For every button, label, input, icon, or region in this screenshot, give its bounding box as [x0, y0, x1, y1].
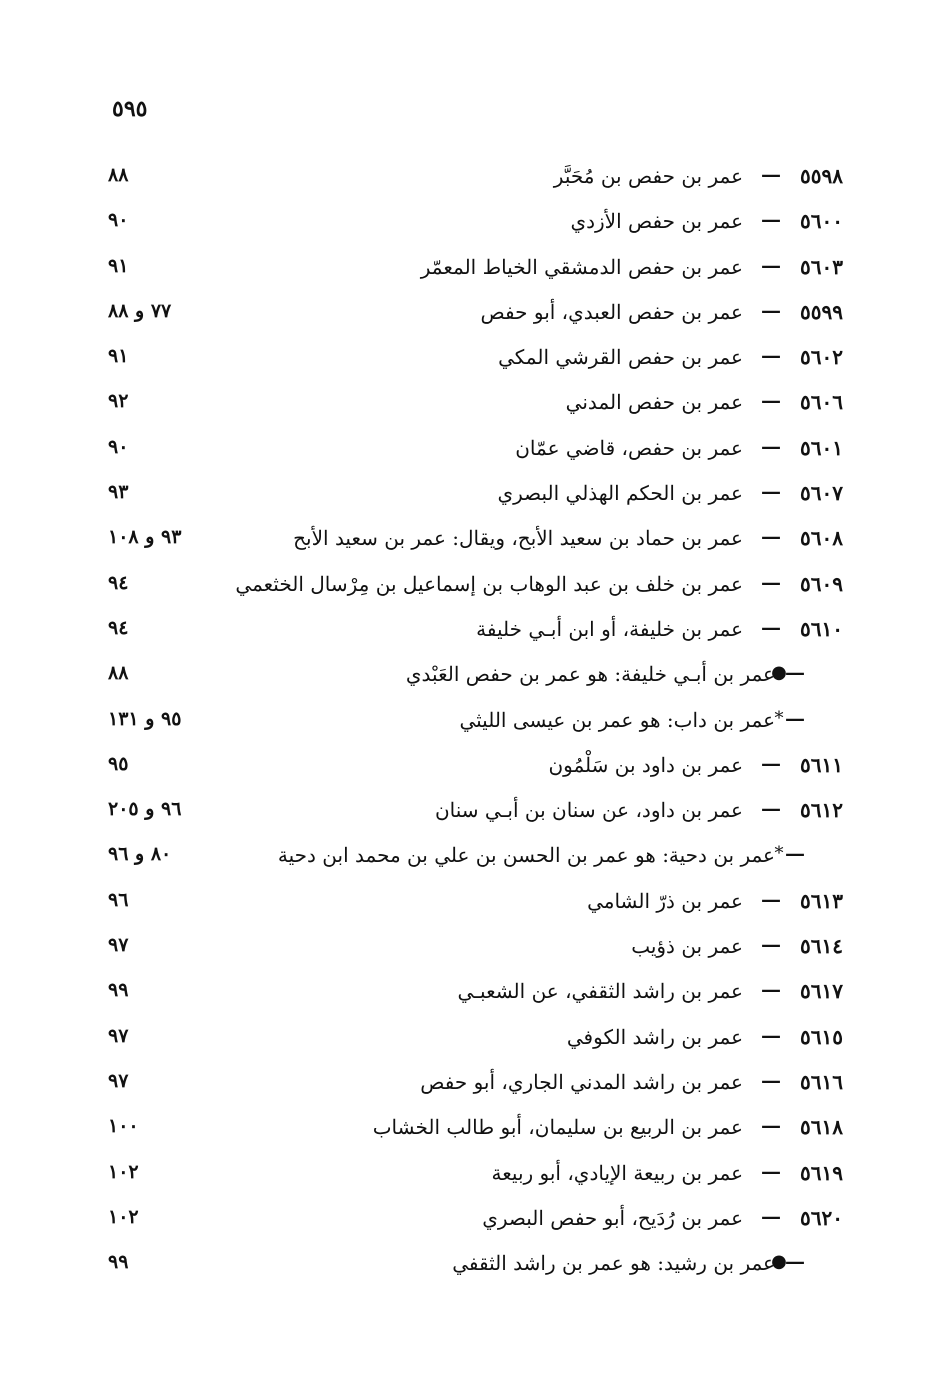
- entry-text: عمر بن راشد الكوفي: [566, 1024, 743, 1049]
- bullet-marker: ●: [771, 662, 787, 684]
- entry-text: عمر بن الربيع بن سليمان، أبو طالب الخشاب: [372, 1115, 743, 1140]
- entry-text: عمر بن حفص الدمشقي الخياط المعمّر: [420, 254, 743, 279]
- entry-dash: —: [761, 569, 781, 594]
- entry-number: ٥٦١٩: [800, 1160, 843, 1185]
- index-entry: [108, 1064, 843, 1109]
- entry-text: عمر بن داود بن سَلْمُون: [548, 752, 743, 777]
- entry-text: عمر بن داب: هو عمر بن عيسى الليثي: [459, 707, 775, 732]
- entry-text: عمر بن خلف بن عبد الوهاب بن إسماعيل بن مِرْسال الخثعمي: [235, 571, 743, 596]
- page-number: ٥٩٥: [112, 96, 148, 122]
- entry-dash: —: [761, 1022, 781, 1047]
- entry-number: ٥٦٠٩: [800, 571, 843, 596]
- asterisk-marker: *: [774, 843, 784, 865]
- entry-number: ٥٦٠٢: [800, 345, 843, 370]
- index-entry: [108, 1155, 843, 1200]
- index-entry: [108, 384, 843, 429]
- entry-dash: —: [761, 207, 781, 232]
- entry-page-ref: ٩٦ و ٢٠٥: [108, 798, 182, 821]
- index-entry: [108, 702, 843, 747]
- entry-dash: —: [761, 297, 781, 322]
- index-entry: [108, 1245, 843, 1290]
- entry-dash: —: [761, 1158, 781, 1183]
- entry-dash: —: [761, 977, 781, 1002]
- entry-dash: —: [761, 1203, 781, 1228]
- entry-number: ٥٦٠٨: [800, 526, 843, 551]
- entry-text: عمر بن راشد المدني الجاري، أبو حفص: [420, 1069, 743, 1094]
- entry-text: عمر بن ذرّ الشامي: [587, 888, 743, 913]
- entry-text: عمر بن حفص المدني: [565, 390, 743, 415]
- index-entry: [108, 973, 843, 1018]
- entry-dash: —: [761, 750, 781, 775]
- entry-number: ٥٦٠٣: [800, 254, 843, 279]
- entry-page-ref: ١٠٢: [108, 1205, 139, 1228]
- index-entry: [108, 792, 843, 837]
- entry-dash: —: [785, 705, 805, 730]
- entry-page-ref: ٩٥: [108, 752, 129, 775]
- asterisk-marker: *: [774, 707, 784, 729]
- entry-page-ref: ٩٤: [108, 571, 129, 594]
- entry-dash: —: [761, 479, 781, 504]
- entry-text: عمر بن أبـي خليفة: هو عمر بن حفص العَبْدي: [405, 662, 775, 687]
- entry-number: ٥٦١٤: [800, 934, 843, 959]
- index-entry: [108, 1019, 843, 1064]
- entry-page-ref: ٨٠ و ٩٦: [108, 843, 172, 866]
- index-entry: [108, 656, 843, 701]
- entry-number: ٥٥٩٨: [800, 164, 843, 188]
- entry-dash: —: [761, 252, 781, 277]
- entry-number: ٥٦١١: [800, 752, 843, 777]
- entry-text: عمر بن حفص القرشي المكي: [498, 345, 743, 370]
- index-entry: [108, 475, 843, 520]
- entry-dash: —: [761, 433, 781, 458]
- index-entry: [108, 928, 843, 973]
- index-list: [108, 158, 843, 1290]
- entry-text: عمر بن حفص، قاضي عمّان: [515, 435, 743, 460]
- entry-number: ٥٦١٥: [800, 1024, 843, 1049]
- index-entry: [108, 249, 843, 294]
- entry-dash: —: [785, 1249, 805, 1274]
- entry-text: عمر بن حفص الأزدي: [570, 209, 743, 234]
- entry-dash: —: [761, 343, 781, 368]
- entry-dash: —: [761, 1067, 781, 1092]
- entry-dash: —: [761, 1113, 781, 1138]
- index-entry: [108, 158, 843, 203]
- index-entry: [108, 339, 843, 384]
- entry-number: ٥٦٠١: [800, 435, 843, 460]
- entry-number: ٥٦٠٠: [800, 209, 843, 234]
- entry-text: عمر بن ذؤيب: [631, 934, 743, 959]
- index-entry: [108, 430, 843, 475]
- entry-dash: —: [761, 524, 781, 549]
- entry-page-ref: ٩٧: [108, 934, 129, 957]
- index-entry: [108, 1200, 843, 1245]
- entry-number: ٥٦٢٠: [800, 1205, 843, 1230]
- entry-text: عمر بن خليفة، أو ابن أبـي خليفة: [476, 616, 743, 641]
- entry-text: عمر بن الحكم الهذلي البصري: [497, 481, 743, 506]
- entry-dash: —: [761, 796, 781, 821]
- entry-dash: —: [761, 162, 781, 186]
- index-entry: [108, 294, 843, 339]
- entry-page-ref: ٩٤: [108, 616, 129, 639]
- entry-page-ref: ٩٩: [108, 1251, 129, 1274]
- entry-page-ref: ٩٣ و ١٠٨: [108, 526, 182, 549]
- entry-dash: —: [785, 841, 805, 866]
- entry-page-ref: ٩٢: [108, 390, 129, 413]
- index-entry: [108, 747, 843, 792]
- entry-text: عمر بن حماد بن سعيد الأبح، ويقال: عمر بن سعيد الأبح: [293, 526, 743, 551]
- entry-page-ref: ٩٠: [108, 435, 129, 458]
- index-entry: [108, 883, 843, 928]
- index-entry: [108, 837, 843, 882]
- entry-number: ٥٦٠٧: [800, 481, 843, 506]
- entry-number: ٥٦١٨: [800, 1115, 843, 1140]
- entry-number: ٥٦١٠: [800, 616, 843, 641]
- entry-text: عمر بن حفص بن مُحَبَّر: [553, 164, 743, 188]
- entry-number: ٥٦١٦: [800, 1069, 843, 1094]
- entry-page-ref: ١٠٢: [108, 1160, 139, 1183]
- entry-page-ref: ٩٣: [108, 481, 129, 504]
- entry-page-ref: ٩٥ و ١٣١: [108, 707, 182, 730]
- entry-page-ref: ٨٨: [108, 164, 129, 186]
- entry-text: عمر بن رُدَيح، أبو حفص البصري: [482, 1205, 743, 1230]
- entry-page-ref: ٩٦: [108, 888, 129, 911]
- entry-number: ٥٦١٢: [800, 798, 843, 823]
- entry-page-ref: ٩٩: [108, 979, 129, 1002]
- entry-text: عمر بن راشد الثقفي، عن الشعبـي: [457, 979, 743, 1004]
- index-entry: [108, 520, 843, 565]
- entry-number: ٥٦١٧: [800, 979, 843, 1004]
- entry-page-ref: ٨٨: [108, 662, 129, 685]
- entry-page-ref: ٩١: [108, 345, 129, 368]
- entry-page-ref: ٩٧: [108, 1024, 129, 1047]
- entry-page-ref: ١٠٠: [108, 1115, 139, 1138]
- entry-page-ref: ٩٧: [108, 1069, 129, 1092]
- entry-number: ٥٦١٣: [800, 888, 843, 913]
- entry-dash: —: [761, 388, 781, 413]
- entry-text: عمر بن حفص العبدي، أبو حفص: [480, 299, 743, 324]
- entry-number: ٥٦٠٦: [800, 390, 843, 415]
- entry-number: ٥٥٩٩: [800, 299, 843, 324]
- entry-page-ref: ٧٧ و ٨٨: [108, 299, 172, 322]
- entry-page-ref: ٩٠: [108, 209, 129, 232]
- entry-text: عمر بن رشيد: هو عمر بن راشد الثقفي: [452, 1251, 775, 1276]
- index-entry: [108, 203, 843, 248]
- entry-text: عمر بن ربيعة الإيادي، أبو ربيعة: [491, 1160, 743, 1185]
- entry-dash: —: [785, 660, 805, 685]
- entry-dash: —: [761, 932, 781, 957]
- entry-page-ref: ٩١: [108, 254, 129, 277]
- index-entry: [108, 566, 843, 611]
- entry-text: عمر بن داود، عن سنان بن أبـي سنان: [434, 798, 743, 823]
- entry-dash: —: [761, 614, 781, 639]
- bullet-marker: ●: [771, 1251, 787, 1273]
- index-entry: [108, 611, 843, 656]
- entry-text: عمر بن دحية: هو عمر بن الحسن بن علي بن محمد ابن دحية: [277, 843, 775, 868]
- entry-dash: —: [761, 886, 781, 911]
- index-entry: [108, 1109, 843, 1154]
